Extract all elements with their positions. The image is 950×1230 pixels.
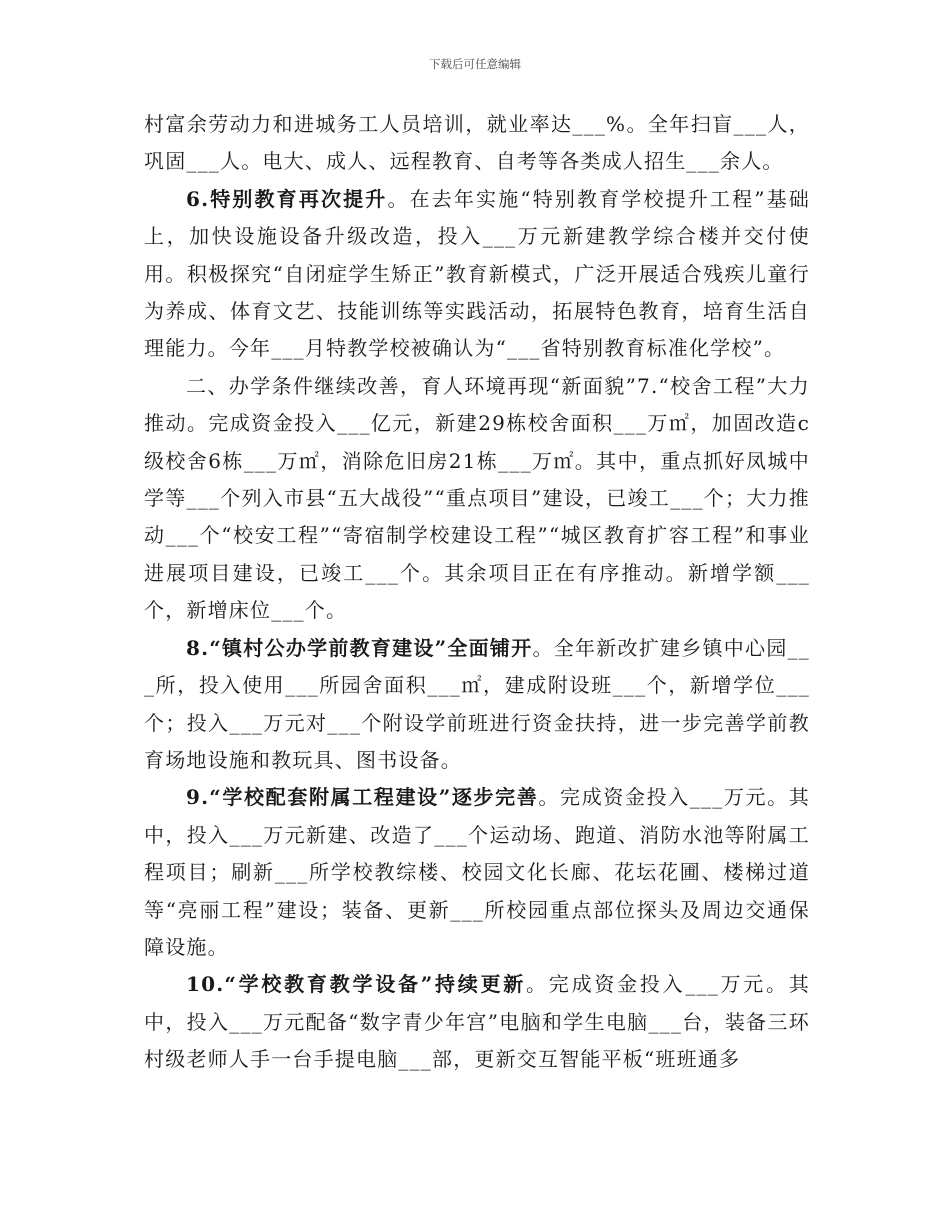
paragraph-teaching-equipment: 10.“学校教育教学设备”持续更新。完成资金投入___万元。其中，投入___万元配备“数字青少年宫”电脑和学生电脑___台，装备三环村级老师人手一台手提电脑___部，更新交互智能平板“班班通多 [144, 972, 810, 1072]
paragraph-heading: 10.“学校教育教学设备”持续更新 [186, 972, 527, 997]
paragraph-preschool: 8.“镇村公办学前教育建设”全面铺开。全年新改扩建乡镇中心园___所，投入使用___所园舍面积___㎡，建成附设班___个，新增学位___个；投入___万元对___个附设学前班进行资金扶持，进一步完善学前教育场地设施和教玩具、图书设备。 [144, 635, 810, 772]
paragraph-heading: 9.“学校配套附属工程建设”逐步完善 [186, 785, 539, 810]
paragraph-school-building: 二、办学条件继续改善，育人环境再现“新面貌”7.“校舍工程”大力推动。完成资金投入___亿元，新建29栋校舍面积___万㎡，加固改造c级校舍6栋___万㎡，消除危旧房21栋___万㎡。其中，重点抓好凤城中学等___个列入市县“五大战役”“重点项目”建设，已竣工___个；大力推动___个“校安工程”“寄宿制学校建设工程”“城区教育扩容工程”和事业进展项目建设，已竣工___个。其余项目正在有序推动。新增学额___个，新增床位___个。 [144, 373, 810, 623]
paragraph-special-education: 6.特别教育再次提升。在去年实施“特别教育学校提升工程”基础上，加快设施设备升级改造，投入___万元新建教学综合楼并交付使用。积极探究“自闭症学生矫正”教育新模式，广泛开展适合残疾儿童行为养成、体育文艺、技能训练等实践活动，拓展特色教育，培育生活自理能力。今年___月特教学校被确认为“___省特别教育标准化学校”。 [144, 186, 810, 361]
paragraph-continuation: 村富余劳动力和进城务工人员培训，就业率达___%。全年扫盲___人，巩固___人。电大、成人、远程教育、自考等各类成人招生___余人。 [144, 112, 810, 174]
document-body [144, 106, 810, 1079]
page-header: 下载后可任意编辑 [429, 57, 521, 71]
paragraph-heading: 8.“镇村公办学前教育建设”全面铺开 [186, 635, 533, 660]
paragraph-heading: 6.特别教育再次提升 [186, 186, 388, 211]
paragraph-ancillary-works: 9.“学校配套附属工程建设”逐步完善。完成资金投入___万元。其中，投入___万元新建、改造了___个运动场、跑道、消防水池等附属工程项目；刷新___所学校教综楼、校园文化长廊、花坛花圃、楼梯过道等“亮丽工程”建设；装备、更新___所校园重点部位探头及周边交通保障设施。 [144, 785, 810, 959]
